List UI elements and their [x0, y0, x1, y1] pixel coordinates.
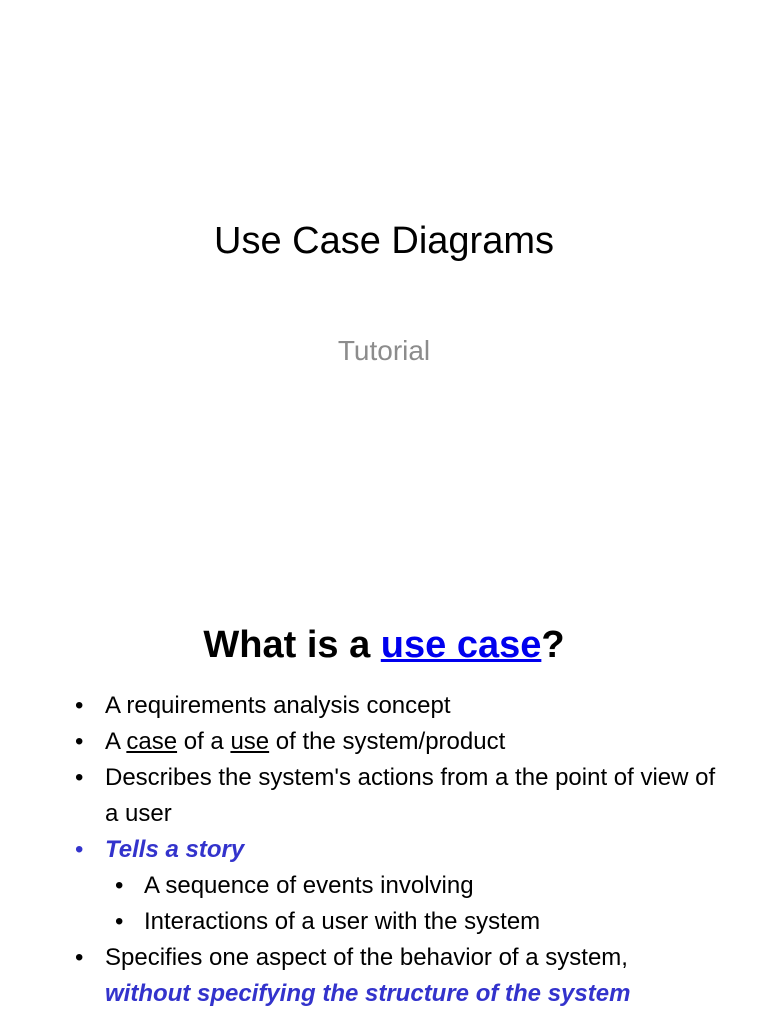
- underlined-use: use: [230, 728, 270, 755]
- content-slide: [0, 576, 768, 1024]
- sub-list-item: [0, 868, 768, 904]
- slide-title: Use Case Diagrams: [214, 220, 554, 262]
- bullet-icon: •: [115, 908, 124, 935]
- bullet-text-part: of a: [177, 728, 231, 755]
- bullet-text: Specifies one aspect of the behavior of a system,: [105, 944, 628, 971]
- list-item: [0, 832, 768, 868]
- bullet-text-emphasis: without specifying the structure of the system: [105, 980, 631, 1007]
- bullet-text: Describes the system's actions from a the point of view of a user: [105, 764, 716, 827]
- bullet-icon: •: [75, 728, 84, 755]
- bullet-text-part: of the system/product: [269, 728, 506, 755]
- underlined-case: case: [126, 728, 178, 755]
- slide-subtitle: Tutorial: [337, 335, 431, 366]
- bullet-list: [0, 688, 768, 1012]
- sub-list-item: [0, 904, 768, 940]
- bullet-icon: •: [75, 836, 84, 863]
- bullet-text: Interactions of a user with the system: [144, 908, 541, 935]
- list-item: [0, 940, 768, 1012]
- bullet-text: A requirements analysis concept: [105, 692, 451, 719]
- list-item: [0, 688, 768, 724]
- bullet-icon: •: [75, 764, 84, 791]
- slide-heading: [0, 620, 768, 670]
- heading-prefix: What is a: [203, 624, 381, 666]
- bullet-text-part: A: [105, 728, 127, 755]
- bullet-icon: •: [115, 872, 124, 899]
- bullet-text-emphasis: Tells a story: [105, 836, 245, 863]
- bullet-icon: •: [75, 692, 84, 719]
- bullet-text: A sequence of events involving: [144, 872, 474, 899]
- bullet-icon: •: [75, 944, 84, 971]
- heading-suffix: ?: [541, 624, 565, 666]
- list-item: [0, 724, 768, 760]
- use-case-link[interactable]: use case: [380, 624, 542, 666]
- list-item: [0, 760, 768, 832]
